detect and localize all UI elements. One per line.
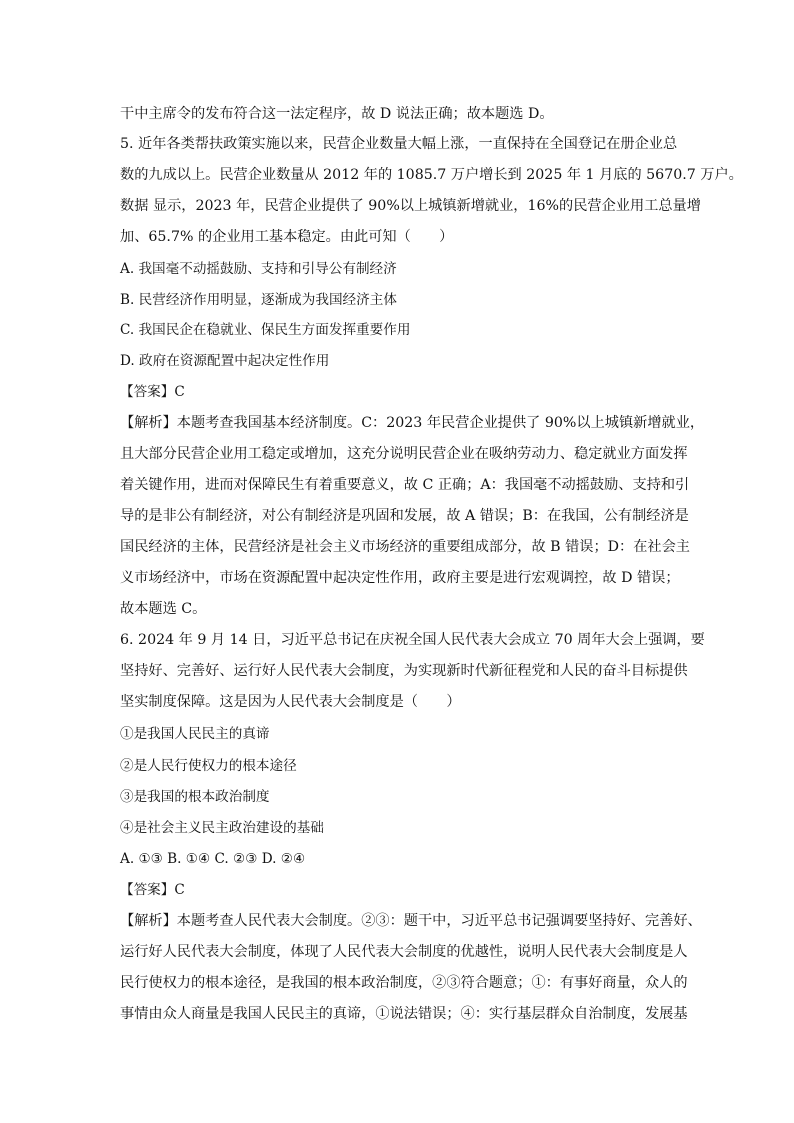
text-line: 且大部分民营企业用工稳定或增加，这充分说明民营企业在吸纳劳动力、稳定就业方面发挥 <box>120 446 688 462</box>
text-line: 着关键作用，进而对保障民生有着重要意义，故 C 正确；A：我国毫不动摇鼓励、支持和引 <box>120 477 690 493</box>
options-row: A. ①③ B. ①④ C. ②③ D. ②④ <box>120 851 306 867</box>
text-line: 义市场经济中，市场在资源配置中起决定性作用，政府主要是进行宏观调控，故 D 错误； <box>120 570 680 586</box>
text-line: 民行使权力的根本途径，是我国的根本政治制度，②③符合题意；①：有事好商量，众人的 <box>120 975 688 991</box>
option-b: B. 民营经济作用明显，逐渐成为我国经济主体 <box>120 292 397 308</box>
option-c: C. 我国民企在稳就业、保民生方面发挥重要作用 <box>120 322 411 338</box>
statement-2: ②是人民行使权力的根本途径 <box>120 758 297 774</box>
text-line: 故本题选 C。 <box>120 601 207 617</box>
text-line: 运行好人民代表大会制度，体现了人民代表大会制度的优越性，说明人民代表大会制度是人 <box>120 944 688 960</box>
text-line: 事情由众人商量是我国人民民主的真谛，①说法错误；④：实行基层群众自治制度，发展基 <box>120 1006 688 1022</box>
text-line: 数的九成以上。民营企业数量从 2012 年的 1085.7 万户增长到 2025 年 1 月底的 5670.7 万户。 <box>120 167 743 183</box>
analysis-line: 【解析】本题考查我国基本经济制度。C：2023 年民营企业提供了 90%以上城镇新增就业， <box>120 415 705 431</box>
question-5-line: 5. 近年各类帮扶政策实施以来，民营企业数量大幅上涨，一直保持在全国登记在册企业总 <box>120 136 678 152</box>
option-d: D. 政府在资源配置中起决定性作用 <box>120 353 330 369</box>
option-a: A. 我国毫不动摇鼓励、支持和引导公有制经济 <box>120 261 397 277</box>
analysis-line: 【解析】本题考查人民代表大会制度。②③：题干中，习近平总书记强调要坚持好、完善好、 <box>120 913 702 929</box>
text-line: 加、65.7% 的企业用工基本稳定。由此可知（ ） <box>120 229 454 245</box>
statement-4: ④是社会主义民主政治建设的基础 <box>120 820 324 836</box>
statement-1: ①是我国人民民主的真谛 <box>120 726 270 742</box>
text-line: 数据 显示，2023 年，民营企业提供了 90%以上城镇新增就业，16%的民营企业用工总量增 <box>120 198 701 214</box>
text-line: 干中主席令的发布符合这一法定程序，故 D 说法正确；故本题选 D。 <box>120 106 554 122</box>
text-line: 导的是非公有制经济，对公有制经济是巩固和发展，故 A 错误；B：在我国，公有制经济是 <box>120 508 689 524</box>
answer-label: 【答案】C <box>120 882 185 898</box>
text-line: 坚持好、完善好、运行好人民代表大会制度，为实现新时代新征程党和人民的奋斗目标提供 <box>120 663 688 679</box>
text-line: 国民经济的主体，民营经济是社会主义市场经济的重要组成部分，故 B 错误；D：在社会主 <box>120 539 690 555</box>
answer-label: 【答案】C <box>120 384 185 400</box>
text-line: 坚实制度保障。这是因为人民代表大会制度是（ ） <box>120 694 461 710</box>
question-6-line: 6. 2024 年 9 月 14 日，习近平总书记在庆祝全国人民代表大会成立 70 周年大会上强调，要 <box>120 632 705 648</box>
statement-3: ③是我国的根本政治制度 <box>120 789 270 805</box>
